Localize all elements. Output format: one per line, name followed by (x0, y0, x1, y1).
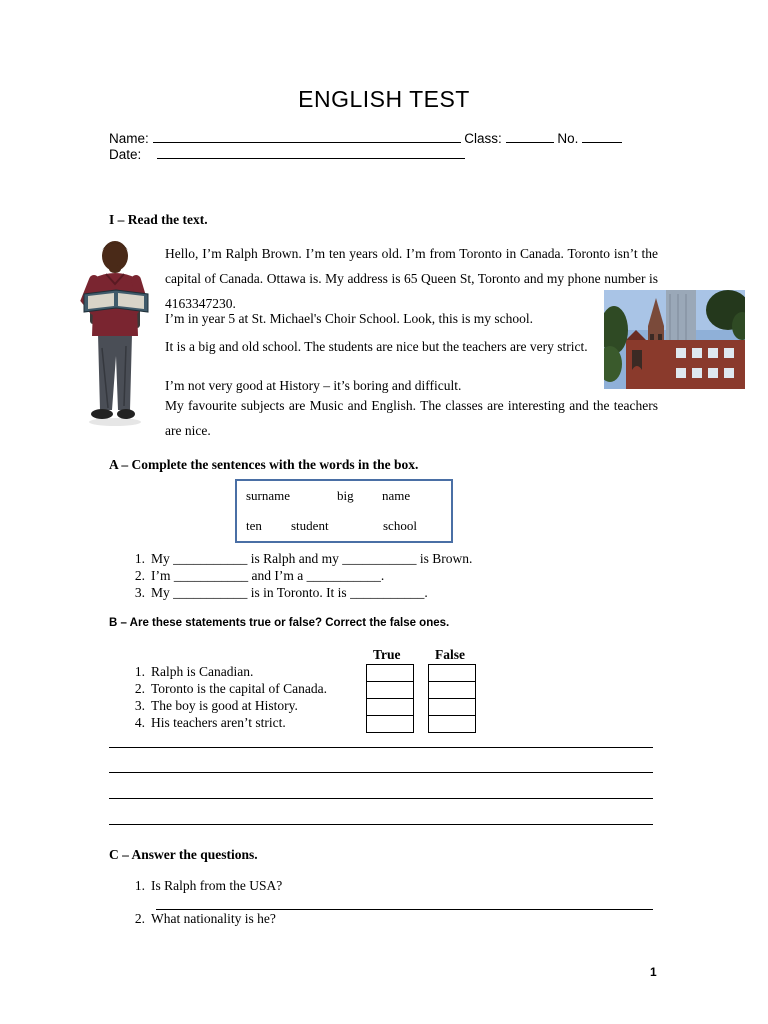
question-2: What nationality is he? (151, 911, 276, 926)
word-box-item: name (382, 488, 411, 503)
statement-4: His teachers aren’t strict. (151, 715, 286, 730)
list-item: 2. I’m ___________ and I’m a ___________. (134, 568, 385, 583)
statement-1: Ralph is Canadian. (151, 664, 254, 679)
reading-paragraph-4: I’m not very good at History – it’s boring and difficult. (165, 378, 462, 393)
section-b-list (127, 664, 367, 734)
reading-paragraph-3: It is a big and old school. The students are nice but the teachers are very strict. (165, 339, 588, 354)
list-item: 3. My ___________ is in Toronto. It is ___________. (134, 585, 428, 600)
false-checkbox[interactable] (428, 715, 476, 733)
reading-paragraph-1: Hello, I’m Ralph Brown. I’m ten years old. I’m from Toronto in Canada. Toronto isn’t the capital of Canada. Ottawa is. My address is 65 Queen St, Toronto and my phone number is 4163347230. (165, 246, 658, 311)
number-field[interactable] (582, 130, 622, 143)
name-row (109, 130, 622, 146)
section-c-list (127, 878, 427, 930)
question-1: Is Ralph from the USA? (151, 878, 283, 893)
section-1-heading: I – Read the text. (109, 212, 208, 227)
reading-paragraph-5: My favourite subjects are Music and English. The classes are interesting and the teachers are nice. (165, 398, 658, 438)
true-checkbox[interactable] (366, 664, 414, 682)
word-box-item: student (291, 518, 329, 533)
class-field[interactable] (506, 130, 554, 143)
list-item: 1. My ___________ is Ralph and my ___________ is Brown. (134, 551, 473, 566)
statement-2: Toronto is the capital of Canada. (151, 681, 328, 696)
school-photo (604, 290, 745, 389)
list-item: 3. The boy is good at History. (134, 698, 298, 713)
list-item: 2. What nationality is he? (134, 911, 276, 926)
list-item: 1. Ralph is Canadian. (134, 664, 254, 679)
answer-line[interactable] (109, 798, 653, 799)
statement-3: The boy is good at History. (151, 698, 298, 713)
list-item: 2. Toronto is the capital of Canada. (134, 681, 328, 696)
date-label: Date: (109, 147, 142, 162)
section-a-heading: A – Complete the sentences with the words in the box. (109, 457, 419, 472)
section-c-heading: C – Answer the questions. (109, 847, 258, 862)
list-item: 4. His teachers aren’t strict. (134, 715, 286, 730)
word-box-item: school (383, 518, 417, 533)
sentence-3[interactable]: My ___________ is in Toronto. It is ___________. (151, 585, 428, 600)
section-b-heading: B – Are these statements true or false? Correct the false ones. (109, 617, 450, 629)
false-checkbox[interactable] (428, 681, 476, 699)
sentence-1[interactable]: My ___________ is Ralph and my ___________ is Brown. (151, 551, 473, 566)
true-column-header: True (373, 647, 401, 662)
false-checkbox[interactable] (428, 664, 476, 682)
word-box-item: ten (246, 518, 262, 533)
answer-line[interactable] (109, 772, 653, 773)
page-title: ENGLISH TEST (298, 86, 470, 112)
word-box (235, 479, 453, 543)
sentence-2[interactable]: I’m ___________ and I’m a ___________. (151, 568, 385, 583)
number-label: No. (557, 131, 579, 146)
date-field[interactable] (157, 146, 465, 159)
true-checkbox[interactable] (366, 698, 414, 716)
name-label: Name: (109, 131, 149, 146)
list-item: 1. Is Ralph from the USA? (134, 878, 283, 893)
true-checkbox[interactable] (366, 715, 414, 733)
false-column-header: False (435, 647, 465, 662)
page-number: 1 (650, 965, 657, 979)
reading-paragraph-2: I’m in year 5 at St. Michael's Choir School. Look, this is my school. (165, 311, 534, 326)
answer-line[interactable] (156, 909, 653, 910)
false-checkbox[interactable] (428, 698, 476, 716)
answer-line[interactable] (109, 824, 653, 825)
word-box-item: big (337, 488, 354, 503)
word-box-item: surname (246, 488, 291, 503)
class-label: Class: (464, 131, 502, 146)
section-a-list (127, 551, 547, 603)
student-boy-image (76, 238, 154, 426)
answer-line[interactable] (109, 747, 653, 748)
name-field[interactable] (153, 130, 461, 143)
date-row (109, 146, 465, 162)
true-checkbox[interactable] (366, 681, 414, 699)
